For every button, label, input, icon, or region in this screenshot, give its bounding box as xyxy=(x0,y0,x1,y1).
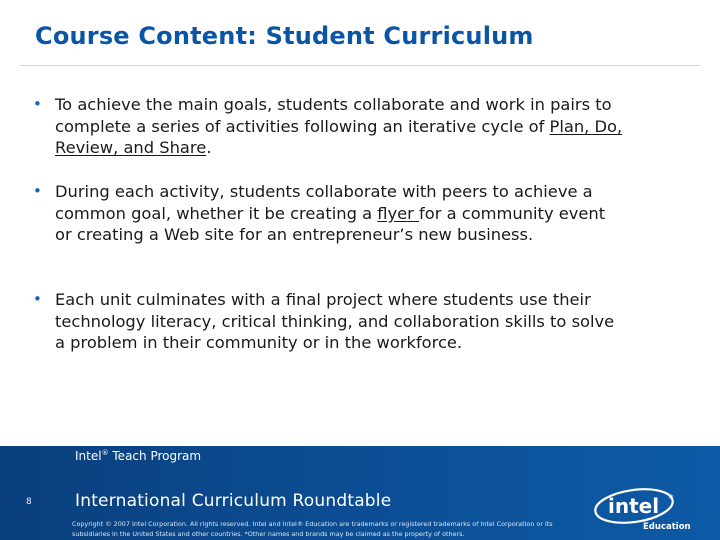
copyright-notice: Copyright © 2007 Intel Corporation. All rights reserved. Intel and Intel® Education are trademarks or registered trademarks of Intel Corporation or its subsidiaries in the United States and other countries. *Other names and brands may be claimed as the property of others. xyxy=(72,520,553,538)
logo-registered-mark: ® xyxy=(668,494,674,501)
bullet-marker: • xyxy=(33,182,42,200)
logo-wordmark: intel xyxy=(608,494,660,518)
title-divider xyxy=(20,65,700,66)
footer-banner xyxy=(0,446,720,540)
bullet-text: Each unit culminates with a final project where students use their technology literacy, critical thinking, and collaboration skills to solve a problem in their community or in the workforce. xyxy=(55,290,615,353)
roundtable-title: International Curriculum Roundtable xyxy=(75,491,392,511)
underlined-phrase: Plan, Do, Review, and Share xyxy=(55,116,623,158)
underlined-phrase: flyer xyxy=(377,203,420,223)
bullet-marker: • xyxy=(33,290,42,308)
bullet-text: To achieve the main goals, students collaborate and work in pairs to complete a series of activities following an iterative cycle of Plan, Do, Review, and Share. xyxy=(55,95,623,158)
bullet-item-1 xyxy=(33,94,623,159)
bullet-text: During each activity, students collaborate with peers to achieve a common goal, whether it be creating a flyer for a community event or creating a Web site for an entrepreneur’s new business. xyxy=(55,182,606,245)
bullet-marker: • xyxy=(33,95,42,113)
slide-number: 8 xyxy=(26,497,32,507)
program-name: Intel® Teach Program xyxy=(75,449,202,463)
logo-education-label: Education xyxy=(643,522,691,532)
bullet-item-3 xyxy=(33,289,623,354)
bullet-item-2 xyxy=(33,181,623,246)
slide-title: Course Content: Student Curriculum xyxy=(35,22,534,50)
